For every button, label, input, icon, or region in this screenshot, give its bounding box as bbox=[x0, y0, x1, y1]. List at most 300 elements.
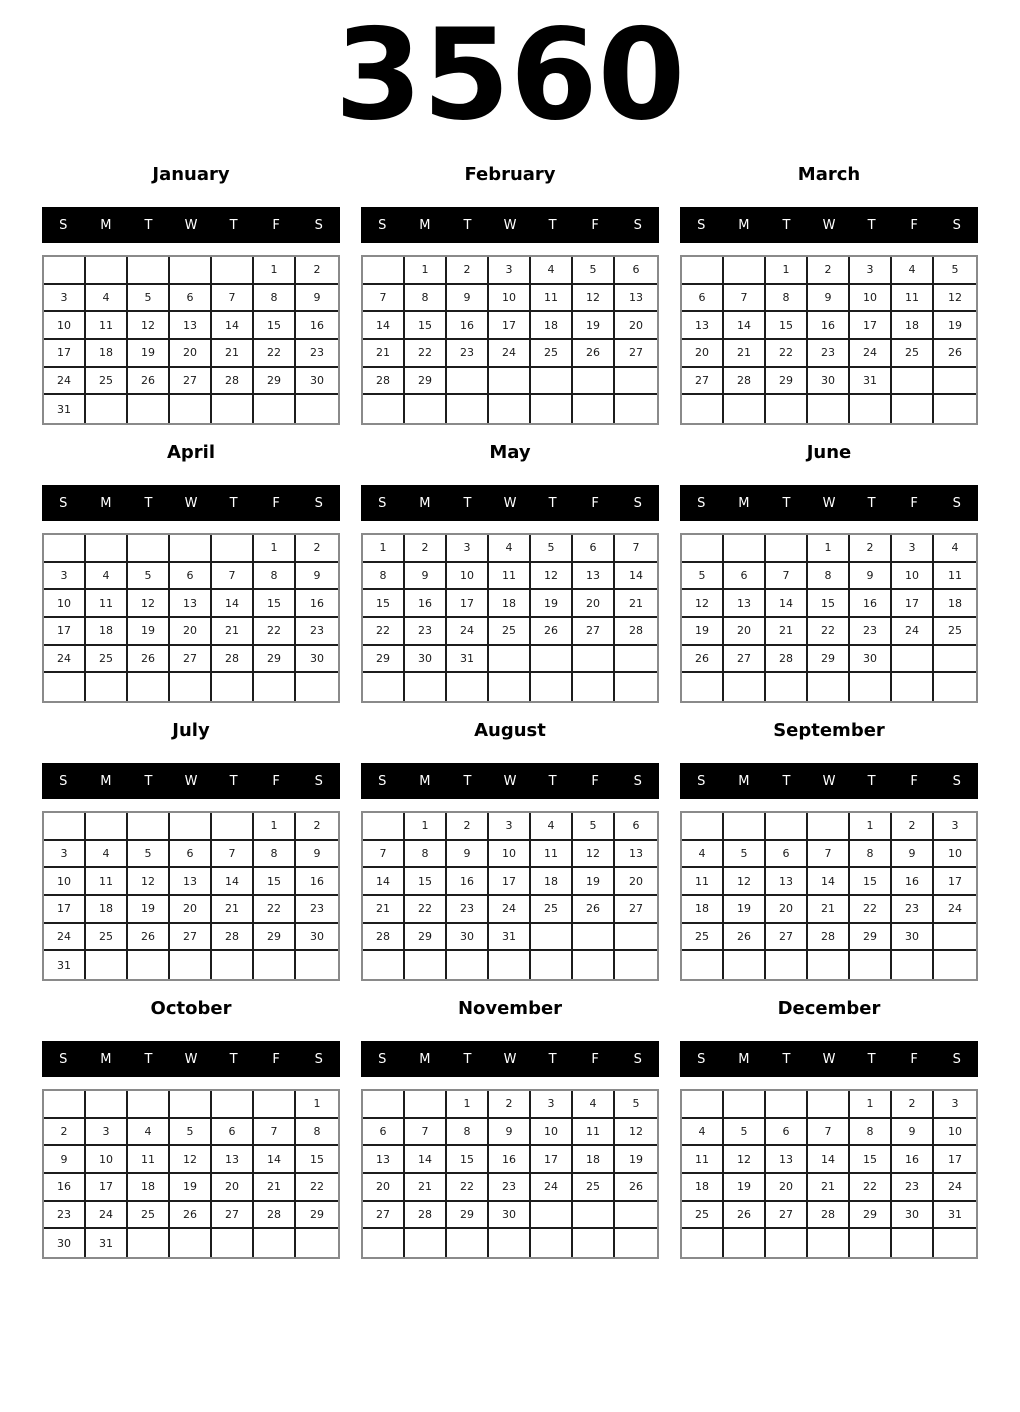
day-cell-empty bbox=[128, 257, 170, 285]
day-cell-empty bbox=[489, 646, 531, 674]
day-cell: 16 bbox=[405, 590, 447, 618]
day-cell: 24 bbox=[531, 1174, 573, 1202]
day-cell-empty bbox=[128, 1229, 170, 1257]
day-cell: 19 bbox=[573, 868, 615, 896]
month-november bbox=[361, 994, 659, 1259]
day-cell-empty bbox=[573, 646, 615, 674]
day-cell-empty bbox=[934, 1229, 976, 1257]
day-cell: 25 bbox=[531, 340, 573, 368]
day-cell: 27 bbox=[682, 368, 724, 396]
day-cell: 29 bbox=[363, 646, 405, 674]
day-cell-empty bbox=[170, 257, 212, 285]
day-cell: 26 bbox=[573, 896, 615, 924]
day-cell: 23 bbox=[405, 618, 447, 646]
weekday-label: W bbox=[822, 773, 836, 789]
day-cell-empty bbox=[934, 673, 976, 701]
day-cell: 31 bbox=[850, 368, 892, 396]
weekday-label: S bbox=[633, 773, 642, 789]
day-cell: 18 bbox=[531, 312, 573, 340]
day-cell: 3 bbox=[44, 841, 86, 869]
day-cell: 22 bbox=[850, 896, 892, 924]
day-cell: 11 bbox=[86, 590, 128, 618]
day-cell: 5 bbox=[170, 1119, 212, 1147]
date-grid bbox=[680, 811, 978, 981]
day-cell: 1 bbox=[254, 257, 296, 285]
day-cell-empty bbox=[44, 535, 86, 563]
day-cell: 1 bbox=[850, 1091, 892, 1119]
day-cell-empty bbox=[766, 673, 808, 701]
day-cell-empty bbox=[850, 951, 892, 979]
day-cell-empty bbox=[170, 1229, 212, 1257]
day-cell: 19 bbox=[531, 590, 573, 618]
day-cell-empty bbox=[934, 951, 976, 979]
day-cell-empty bbox=[850, 673, 892, 701]
date-grid bbox=[680, 255, 978, 425]
day-cell: 11 bbox=[86, 868, 128, 896]
weekday-label: S bbox=[952, 773, 961, 789]
day-cell-empty bbox=[447, 951, 489, 979]
day-cell: 22 bbox=[808, 618, 850, 646]
year-title: 3560 bbox=[334, 1, 686, 148]
day-cell: 27 bbox=[724, 646, 766, 674]
day-cell: 20 bbox=[724, 618, 766, 646]
day-cell: 25 bbox=[86, 924, 128, 952]
day-cell-empty bbox=[489, 1229, 531, 1257]
day-cell-empty bbox=[766, 813, 808, 841]
day-cell-empty bbox=[573, 951, 615, 979]
day-cell: 25 bbox=[934, 618, 976, 646]
day-cell: 4 bbox=[892, 257, 934, 285]
day-cell: 12 bbox=[724, 1146, 766, 1174]
day-cell: 18 bbox=[86, 340, 128, 368]
weekday-label: S bbox=[59, 495, 68, 511]
day-cell-empty bbox=[615, 368, 657, 396]
month-title: May bbox=[489, 441, 531, 463]
month-title: June bbox=[806, 441, 852, 463]
months-grid bbox=[0, 150, 1020, 1259]
day-cell: 19 bbox=[128, 340, 170, 368]
day-cell: 21 bbox=[766, 618, 808, 646]
day-cell: 25 bbox=[892, 340, 934, 368]
day-cell: 1 bbox=[405, 813, 447, 841]
day-cell: 9 bbox=[405, 563, 447, 591]
day-cell: 30 bbox=[892, 924, 934, 952]
day-cell-empty bbox=[934, 646, 976, 674]
day-cell: 28 bbox=[724, 368, 766, 396]
day-cell: 7 bbox=[363, 841, 405, 869]
day-cell: 16 bbox=[296, 312, 338, 340]
day-cell: 13 bbox=[170, 868, 212, 896]
day-cell: 29 bbox=[254, 646, 296, 674]
day-cell-empty bbox=[254, 395, 296, 423]
day-cell: 31 bbox=[86, 1229, 128, 1257]
month-title: January bbox=[152, 163, 230, 185]
weekday-label: T bbox=[867, 1051, 876, 1067]
weekday-label: S bbox=[697, 773, 706, 789]
weekday-label: F bbox=[910, 1051, 918, 1067]
day-cell: 14 bbox=[405, 1146, 447, 1174]
day-cell-empty bbox=[489, 395, 531, 423]
day-cell-empty bbox=[573, 924, 615, 952]
day-cell: 28 bbox=[254, 1202, 296, 1230]
day-cell: 4 bbox=[86, 563, 128, 591]
day-cell: 14 bbox=[363, 312, 405, 340]
day-cell-empty bbox=[766, 1091, 808, 1119]
day-cell: 4 bbox=[682, 1119, 724, 1147]
day-cell-empty bbox=[724, 395, 766, 423]
day-cell: 25 bbox=[86, 368, 128, 396]
day-cell: 9 bbox=[296, 841, 338, 869]
day-cell-empty bbox=[724, 257, 766, 285]
day-cell: 20 bbox=[615, 868, 657, 896]
day-cell-empty bbox=[489, 951, 531, 979]
day-cell-empty bbox=[254, 1229, 296, 1257]
day-cell: 23 bbox=[850, 618, 892, 646]
day-cell-empty bbox=[44, 673, 86, 701]
day-cell-empty bbox=[531, 1202, 573, 1230]
day-cell: 16 bbox=[850, 590, 892, 618]
day-cell-empty bbox=[808, 1091, 850, 1119]
day-cell: 15 bbox=[808, 590, 850, 618]
weekday-label: S bbox=[378, 495, 387, 511]
day-cell: 7 bbox=[808, 1119, 850, 1147]
day-cell: 8 bbox=[254, 285, 296, 313]
day-cell: 27 bbox=[766, 924, 808, 952]
weekday-label: T bbox=[463, 1051, 472, 1067]
day-cell: 14 bbox=[254, 1146, 296, 1174]
day-cell: 25 bbox=[682, 1202, 724, 1230]
day-cell: 10 bbox=[489, 841, 531, 869]
day-cell: 16 bbox=[447, 312, 489, 340]
day-cell: 15 bbox=[254, 590, 296, 618]
day-cell: 5 bbox=[573, 257, 615, 285]
day-cell: 2 bbox=[489, 1091, 531, 1119]
day-cell: 26 bbox=[724, 924, 766, 952]
day-cell-empty bbox=[892, 646, 934, 674]
day-cell: 31 bbox=[489, 924, 531, 952]
day-cell-empty bbox=[724, 813, 766, 841]
day-cell: 6 bbox=[573, 535, 615, 563]
weekday-label: W bbox=[503, 495, 517, 511]
day-cell: 10 bbox=[44, 312, 86, 340]
weekday-label: T bbox=[463, 773, 472, 789]
day-cell-empty bbox=[254, 673, 296, 701]
day-cell: 9 bbox=[892, 1119, 934, 1147]
day-cell-empty bbox=[363, 395, 405, 423]
day-cell-empty bbox=[531, 395, 573, 423]
day-cell: 23 bbox=[892, 1174, 934, 1202]
day-cell: 27 bbox=[212, 1202, 254, 1230]
day-cell: 17 bbox=[86, 1174, 128, 1202]
day-cell: 13 bbox=[615, 841, 657, 869]
month-title: July bbox=[172, 719, 210, 741]
day-cell: 21 bbox=[254, 1174, 296, 1202]
day-cell: 30 bbox=[296, 368, 338, 396]
weekday-label: M bbox=[738, 495, 750, 511]
day-cell: 4 bbox=[86, 841, 128, 869]
day-cell: 14 bbox=[212, 590, 254, 618]
day-cell: 25 bbox=[86, 646, 128, 674]
day-cell: 27 bbox=[170, 646, 212, 674]
day-cell: 26 bbox=[724, 1202, 766, 1230]
day-cell: 27 bbox=[363, 1202, 405, 1230]
day-cell: 2 bbox=[892, 813, 934, 841]
day-cell: 30 bbox=[808, 368, 850, 396]
day-cell-empty bbox=[128, 535, 170, 563]
day-cell: 18 bbox=[892, 312, 934, 340]
day-cell: 29 bbox=[296, 1202, 338, 1230]
day-cell-empty bbox=[934, 924, 976, 952]
weekday-label: F bbox=[591, 495, 599, 511]
weekday-label: F bbox=[272, 495, 280, 511]
day-cell: 20 bbox=[170, 896, 212, 924]
day-cell-empty bbox=[531, 646, 573, 674]
day-cell: 16 bbox=[44, 1174, 86, 1202]
weekday-label: S bbox=[697, 495, 706, 511]
day-cell: 25 bbox=[531, 896, 573, 924]
day-cell-empty bbox=[724, 535, 766, 563]
day-cell: 2 bbox=[892, 1091, 934, 1119]
day-cell: 19 bbox=[170, 1174, 212, 1202]
weekday-header-bar bbox=[42, 763, 340, 799]
day-cell: 17 bbox=[44, 340, 86, 368]
day-cell: 19 bbox=[724, 1174, 766, 1202]
day-cell: 24 bbox=[44, 924, 86, 952]
day-cell: 29 bbox=[254, 368, 296, 396]
day-cell: 21 bbox=[212, 618, 254, 646]
day-cell: 9 bbox=[489, 1119, 531, 1147]
day-cell: 19 bbox=[615, 1146, 657, 1174]
month-august bbox=[361, 716, 659, 981]
day-cell: 3 bbox=[447, 535, 489, 563]
day-cell-empty bbox=[573, 1229, 615, 1257]
weekday-label: F bbox=[910, 217, 918, 233]
day-cell: 8 bbox=[447, 1119, 489, 1147]
day-cell: 11 bbox=[128, 1146, 170, 1174]
day-cell: 8 bbox=[254, 841, 296, 869]
day-cell-empty bbox=[573, 673, 615, 701]
day-cell: 6 bbox=[682, 285, 724, 313]
day-cell: 3 bbox=[934, 1091, 976, 1119]
day-cell: 12 bbox=[724, 868, 766, 896]
weekday-label: M bbox=[738, 1051, 750, 1067]
weekday-label: W bbox=[822, 495, 836, 511]
day-cell: 28 bbox=[405, 1202, 447, 1230]
month-title: April bbox=[166, 441, 216, 463]
day-cell: 4 bbox=[573, 1091, 615, 1119]
day-cell: 6 bbox=[170, 563, 212, 591]
day-cell: 7 bbox=[724, 285, 766, 313]
day-cell: 1 bbox=[363, 535, 405, 563]
day-cell: 11 bbox=[531, 285, 573, 313]
weekday-label: T bbox=[548, 217, 557, 233]
month-september bbox=[680, 716, 978, 981]
weekday-header-bar bbox=[361, 207, 659, 243]
month-february bbox=[361, 160, 659, 425]
day-cell-empty bbox=[615, 395, 657, 423]
day-cell: 18 bbox=[128, 1174, 170, 1202]
day-cell: 24 bbox=[44, 646, 86, 674]
weekday-label: T bbox=[867, 773, 876, 789]
weekday-label: S bbox=[633, 495, 642, 511]
day-cell: 31 bbox=[447, 646, 489, 674]
date-grid bbox=[361, 1089, 659, 1259]
day-cell-empty bbox=[489, 368, 531, 396]
day-cell: 30 bbox=[489, 1202, 531, 1230]
day-cell: 17 bbox=[44, 896, 86, 924]
day-cell: 22 bbox=[405, 340, 447, 368]
day-cell: 5 bbox=[128, 285, 170, 313]
day-cell: 14 bbox=[808, 1146, 850, 1174]
day-cell: 26 bbox=[615, 1174, 657, 1202]
day-cell: 30 bbox=[850, 646, 892, 674]
day-cell: 10 bbox=[44, 868, 86, 896]
day-cell: 29 bbox=[254, 924, 296, 952]
day-cell: 10 bbox=[447, 563, 489, 591]
day-cell: 16 bbox=[447, 868, 489, 896]
day-cell-empty bbox=[128, 395, 170, 423]
weekday-label: T bbox=[548, 773, 557, 789]
day-cell: 24 bbox=[489, 340, 531, 368]
day-cell: 22 bbox=[254, 340, 296, 368]
date-grid bbox=[361, 255, 659, 425]
weekday-label: M bbox=[419, 495, 431, 511]
day-cell: 26 bbox=[128, 368, 170, 396]
date-grid bbox=[361, 811, 659, 981]
day-cell-empty bbox=[44, 1091, 86, 1119]
weekday-label: W bbox=[503, 773, 517, 789]
day-cell-empty bbox=[447, 395, 489, 423]
month-april bbox=[42, 438, 340, 703]
weekday-label: S bbox=[59, 1051, 68, 1067]
day-cell: 5 bbox=[724, 1119, 766, 1147]
weekday-label: S bbox=[314, 1051, 323, 1067]
day-cell-empty bbox=[212, 395, 254, 423]
day-cell: 8 bbox=[405, 841, 447, 869]
day-cell: 24 bbox=[934, 896, 976, 924]
day-cell: 28 bbox=[363, 924, 405, 952]
month-march bbox=[680, 160, 978, 425]
day-cell: 22 bbox=[447, 1174, 489, 1202]
weekday-label: T bbox=[463, 495, 472, 511]
day-cell: 18 bbox=[86, 896, 128, 924]
day-cell: 13 bbox=[170, 312, 212, 340]
day-cell-empty bbox=[405, 673, 447, 701]
day-cell-empty bbox=[86, 1091, 128, 1119]
day-cell: 7 bbox=[405, 1119, 447, 1147]
month-october bbox=[42, 994, 340, 1259]
day-cell: 30 bbox=[296, 924, 338, 952]
weekday-header-bar bbox=[680, 485, 978, 521]
day-cell: 5 bbox=[531, 535, 573, 563]
day-cell: 16 bbox=[296, 868, 338, 896]
day-cell-empty bbox=[363, 257, 405, 285]
day-cell: 26 bbox=[934, 340, 976, 368]
day-cell: 28 bbox=[212, 368, 254, 396]
weekday-label: S bbox=[952, 217, 961, 233]
day-cell: 24 bbox=[892, 618, 934, 646]
day-cell: 10 bbox=[531, 1119, 573, 1147]
day-cell: 29 bbox=[405, 924, 447, 952]
day-cell: 1 bbox=[405, 257, 447, 285]
day-cell-empty bbox=[363, 673, 405, 701]
day-cell-empty bbox=[682, 1091, 724, 1119]
weekday-label: W bbox=[822, 217, 836, 233]
day-cell: 6 bbox=[766, 841, 808, 869]
day-cell-empty bbox=[766, 951, 808, 979]
weekday-label: T bbox=[144, 217, 153, 233]
weekday-label: M bbox=[738, 217, 750, 233]
day-cell: 23 bbox=[44, 1202, 86, 1230]
day-cell: 6 bbox=[615, 813, 657, 841]
day-cell: 14 bbox=[212, 312, 254, 340]
day-cell-empty bbox=[808, 395, 850, 423]
day-cell: 21 bbox=[363, 340, 405, 368]
weekday-label: S bbox=[633, 217, 642, 233]
day-cell-empty bbox=[170, 395, 212, 423]
day-cell: 7 bbox=[808, 841, 850, 869]
weekday-label: F bbox=[910, 495, 918, 511]
weekday-label: S bbox=[633, 1051, 642, 1067]
day-cell: 1 bbox=[254, 813, 296, 841]
day-cell: 20 bbox=[682, 340, 724, 368]
day-cell: 5 bbox=[573, 813, 615, 841]
weekday-label: S bbox=[378, 1051, 387, 1067]
day-cell: 20 bbox=[573, 590, 615, 618]
month-title: August bbox=[474, 719, 546, 741]
day-cell: 11 bbox=[573, 1119, 615, 1147]
day-cell-empty bbox=[447, 1229, 489, 1257]
day-cell: 29 bbox=[447, 1202, 489, 1230]
day-cell: 9 bbox=[447, 285, 489, 313]
day-cell: 8 bbox=[808, 563, 850, 591]
day-cell-empty bbox=[212, 951, 254, 979]
weekday-label: S bbox=[952, 495, 961, 511]
day-cell: 13 bbox=[573, 563, 615, 591]
weekday-label: M bbox=[419, 773, 431, 789]
month-july bbox=[42, 716, 340, 981]
day-cell: 22 bbox=[254, 618, 296, 646]
day-cell: 24 bbox=[850, 340, 892, 368]
weekday-label: W bbox=[822, 1051, 836, 1067]
day-cell: 30 bbox=[296, 646, 338, 674]
day-cell: 24 bbox=[447, 618, 489, 646]
day-cell: 22 bbox=[766, 340, 808, 368]
day-cell: 1 bbox=[447, 1091, 489, 1119]
day-cell-empty bbox=[212, 535, 254, 563]
day-cell-empty bbox=[808, 1229, 850, 1257]
weekday-label: S bbox=[314, 217, 323, 233]
day-cell: 28 bbox=[212, 924, 254, 952]
weekday-header-bar bbox=[680, 207, 978, 243]
day-cell: 21 bbox=[808, 896, 850, 924]
day-cell: 14 bbox=[808, 868, 850, 896]
day-cell-empty bbox=[892, 368, 934, 396]
day-cell: 13 bbox=[170, 590, 212, 618]
day-cell: 26 bbox=[128, 646, 170, 674]
day-cell: 1 bbox=[296, 1091, 338, 1119]
day-cell-empty bbox=[170, 813, 212, 841]
weekday-header-bar bbox=[42, 207, 340, 243]
day-cell: 12 bbox=[573, 841, 615, 869]
weekday-label: F bbox=[272, 217, 280, 233]
day-cell: 22 bbox=[254, 896, 296, 924]
weekday-label: S bbox=[952, 1051, 961, 1067]
day-cell: 21 bbox=[212, 340, 254, 368]
day-cell: 12 bbox=[682, 590, 724, 618]
weekday-label: T bbox=[548, 1051, 557, 1067]
day-cell: 23 bbox=[808, 340, 850, 368]
